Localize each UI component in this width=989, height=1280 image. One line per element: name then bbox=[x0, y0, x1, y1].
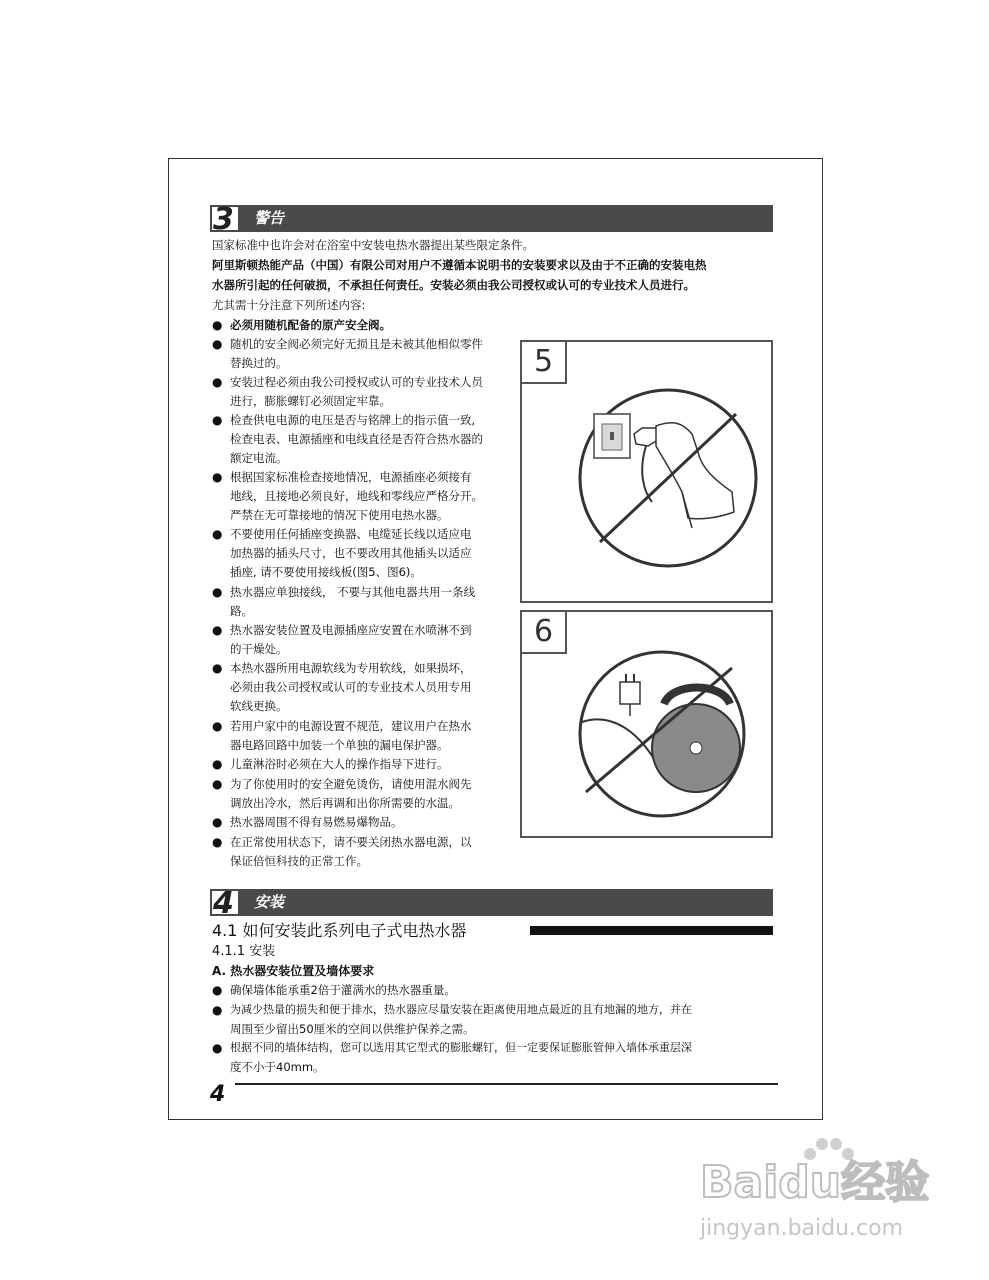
warning-item-7-line-2: 路。 bbox=[230, 604, 253, 618]
section-number-box bbox=[210, 886, 240, 921]
intro-line-4: 尤其需十分注意下列所述内容: bbox=[212, 298, 366, 312]
warning-item-3-line-2: 进行，膨胀螺钉必须固定牢靠。 bbox=[230, 394, 391, 408]
section-title: 安装 bbox=[254, 893, 285, 911]
intro-line-2: 阿里斯顿热能产品（中国）有限公司对用户不遵循本说明书的安装要求以及由于不正确的安装电热 bbox=[212, 258, 707, 272]
warning-item-9-line-3: 软线更换。 bbox=[230, 699, 288, 713]
warning-item-8-line-2: 的干燥处。 bbox=[230, 642, 288, 656]
footer-rule bbox=[235, 1083, 778, 1085]
warning-item-5-line-2: 地线，且接地必须良好，地线和零线应严格分开。 bbox=[230, 489, 483, 503]
bullet-icon: ● bbox=[212, 470, 223, 484]
bullet-icon: ● bbox=[212, 413, 223, 427]
install-item-1-line-1: 确保墙体能承重2倍于灌满水的热水器重量。 bbox=[230, 983, 456, 997]
warning-item-4-line-3: 额定电流。 bbox=[230, 451, 288, 465]
warning-item-6-line-1: 不要使用任何插座变换器、电缆延长线以适应电 bbox=[230, 527, 472, 541]
bullet-icon: ● bbox=[212, 527, 223, 541]
warning-item-10-line-1: 若用户家中的电源设置不规范，建议用户在热水 bbox=[230, 719, 472, 733]
bullet-icon: ● bbox=[212, 1003, 223, 1017]
warning-item-10-line-2: 器电路回路中加装一个单独的漏电保护器。 bbox=[230, 738, 449, 752]
bullet-icon: ● bbox=[212, 623, 223, 637]
bullet-icon: ● bbox=[212, 777, 223, 791]
watermark-url: jingyan.baidu.com bbox=[700, 1216, 904, 1241]
section-number: 4 bbox=[213, 886, 234, 921]
no-extension-cord-illustration bbox=[522, 612, 771, 836]
warning-item-12-line-1: 为了你使用时的安全避免烫伤，请使用混水阀先 bbox=[230, 777, 472, 791]
warning-item-8-line-1: 热水器安装位置及电源插座应安置在水喷淋不到 bbox=[230, 623, 472, 637]
warning-item-12-line-2: 调放出冷水，然后再调和出你所需要的水温。 bbox=[230, 796, 460, 810]
intro-line-3: 水器所引起的任何破损，不承担任何责任。安装必须由我公司授权或认可的专业技术人员进行。 bbox=[212, 278, 695, 292]
bullet-icon: ● bbox=[212, 661, 223, 675]
install-item-3-line-2: 度不小于40mm。 bbox=[230, 1060, 325, 1074]
bullet-icon: ● bbox=[212, 757, 223, 771]
bullet-icon: ● bbox=[212, 318, 223, 332]
warning-item-14-line-2: 保证倍恒科技的正常工作。 bbox=[230, 854, 368, 868]
heading-a: A. 热水器安装位置及墙体要求 bbox=[212, 964, 375, 978]
heading-rule bbox=[530, 926, 773, 935]
warning-item-6-line-3: 插座, 请不要使用接线板(图5、图6)。 bbox=[230, 565, 422, 579]
warning-item-14-line-1: 在正常使用状态下，请不要关闭热水器电源，以 bbox=[230, 835, 472, 849]
figure-number: 6 bbox=[522, 612, 567, 654]
warning-item-5-line-1: 根据国家标准检查接地情况，电源插座必须接有 bbox=[230, 470, 472, 484]
bullet-icon: ● bbox=[212, 585, 223, 599]
warning-item-3-line-1: 安装过程必须由我公司授权或认可的专业技术人员 bbox=[230, 375, 483, 389]
watermark-brand: Baidu经验 bbox=[700, 1157, 930, 1208]
section-4-header bbox=[210, 886, 773, 921]
figure-number: 5 bbox=[522, 342, 567, 384]
warning-item-9-line-1: 本热水器所用电源软线为专用软线，如果损坏， bbox=[230, 661, 472, 675]
warning-item-6-line-2: 加热器的插头尺寸，也不要改用其他插头以适应 bbox=[230, 546, 472, 560]
install-item-2-line-2: 周围至少留出50厘米的空间以供维护保养之需。 bbox=[230, 1022, 475, 1036]
warning-item-4-line-1: 检查供电电源的电压是否与铭牌上的指示值一致, bbox=[230, 413, 476, 427]
bullet-icon: ● bbox=[212, 719, 223, 733]
intro-line-1: 国家标准中也许会对在浴室中安装电热水器提出某些限定条件。 bbox=[212, 238, 534, 252]
warning-item-11-line-1: 儿童淋浴时必须在大人的操作指导下进行。 bbox=[230, 757, 449, 771]
section-title: 警告 bbox=[254, 209, 285, 227]
warning-item-4-line-2: 检查电表、电源插座和电线直径是否符合热水器的 bbox=[230, 432, 483, 446]
bullet-icon: ● bbox=[212, 337, 223, 351]
warning-item-9-line-2: 必须由我公司授权或认可的专业技术人员用专用 bbox=[230, 680, 472, 694]
warning-item-1-line-1: 必须用随机配备的原产安全阀。 bbox=[230, 318, 391, 332]
bullet-icon: ● bbox=[212, 835, 223, 849]
warning-item-2-line-1: 随机的安全阀必须完好无损且是未被其他相似零件 bbox=[230, 337, 483, 351]
figure-6 bbox=[520, 610, 773, 838]
warning-item-2-line-2: 替换过的。 bbox=[230, 356, 288, 370]
heading-4-1-1: 4.1.1 安装 bbox=[212, 944, 276, 959]
warning-item-13-line-1: 热水器周围不得有易燃易爆物品。 bbox=[230, 815, 403, 829]
section-number: 3 bbox=[213, 202, 234, 237]
figure-5 bbox=[520, 340, 773, 603]
warning-item-7-line-1: 热水器应单独接线， 不要与其他电器共用一条线 bbox=[230, 585, 476, 599]
page-number: 4 bbox=[210, 1082, 226, 1107]
install-item-3-line-1: 根据不同的墙体结构，您可以选用其它型式的膨胀螺钉，但一定要保证膨胀管伸入墙体承重层深 bbox=[230, 1041, 692, 1054]
bullet-icon: ● bbox=[212, 375, 223, 389]
warning-item-5-line-3: 严禁在无可靠接地的情况下使用电热水器。 bbox=[230, 508, 449, 522]
section-number-box bbox=[210, 202, 240, 237]
baidu-watermark bbox=[700, 1140, 930, 1250]
heading-4-1: 4.1 如何安装此系列电子式电热水器 bbox=[212, 921, 467, 940]
bullet-icon: ● bbox=[212, 983, 223, 997]
bullet-icon: ● bbox=[212, 815, 223, 829]
install-item-2-line-1: 为减少热量的损失和便于排水，热水器应尽量安装在距离使用地点最近的且有地漏的地方，并在 bbox=[230, 1003, 692, 1016]
section-3-header bbox=[210, 202, 773, 237]
no-adapter-plug-illustration bbox=[522, 342, 771, 601]
bullet-icon: ● bbox=[212, 1041, 223, 1055]
